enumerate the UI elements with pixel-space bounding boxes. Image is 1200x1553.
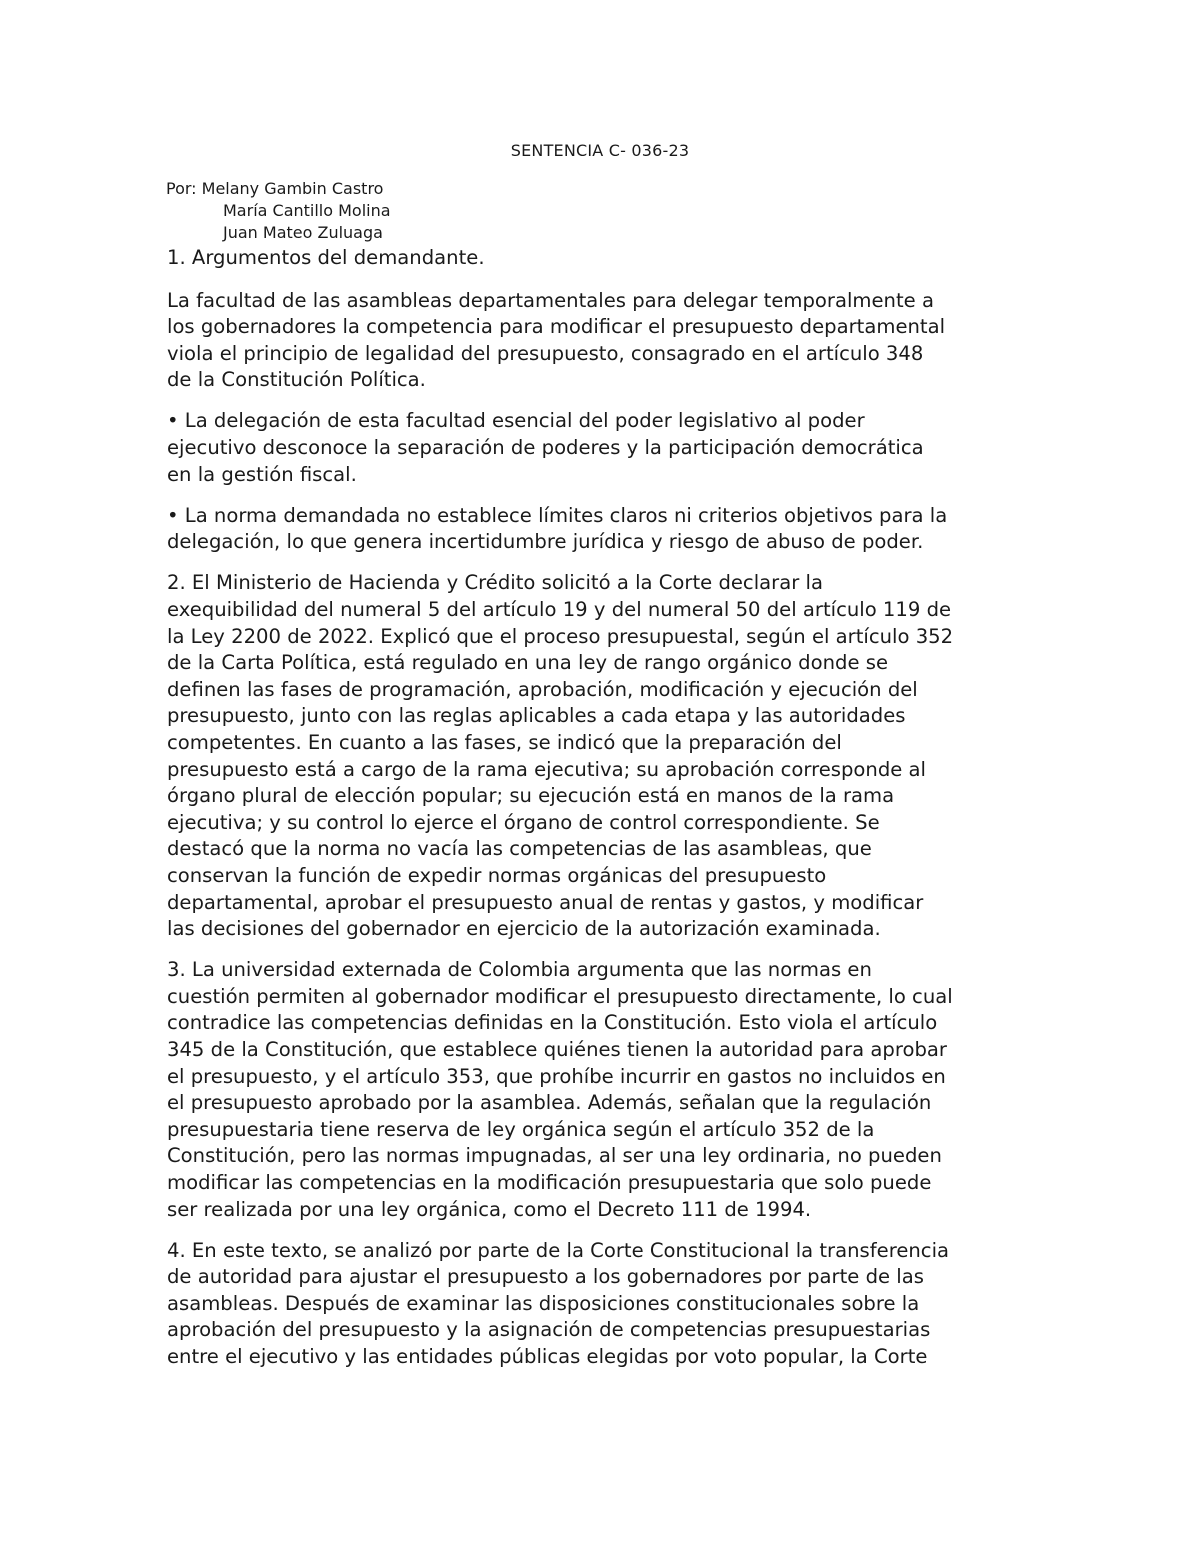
text-line: delegación, lo que genera incertidumbre jurídica y riesgo de abuso de poder. (167, 530, 924, 554)
text-line: aprobación del presupuesto y la asignación de competencias presupuestarias (167, 1318, 931, 1342)
text-line: en la gestión fiscal. (167, 462, 357, 486)
text-line: La facultad de las asambleas departamentales para delegar temporalmente a (167, 288, 934, 312)
text-line: ejecutiva; y su control lo ejerce el órgano de control correspondiente. Se (167, 810, 880, 834)
text-line: presupuestaria tiene reserva de ley orgánica según el artículo 352 de la (167, 1117, 875, 1141)
text-line: ejecutivo desconoce la separación de poderes y la participación democrática (167, 436, 924, 460)
text-line: departamental, aprobar el presupuesto anual de rentas y gastos, y modificar (167, 890, 924, 914)
text-line: 1. Argumentos del demandante. (167, 246, 485, 269)
text-line: cuestión permiten al gobernador modificar el presupuesto directamente, lo cual (167, 984, 953, 1008)
text-line: de la Constitución Política. (167, 368, 426, 392)
section-heading-arguments (167, 245, 1037, 272)
text-line: definen las fases de programación, aprobación, modificación y ejecución del (167, 677, 918, 701)
text-line: asambleas. Después de examinar las disposiciones constitucionales sobre la (167, 1291, 920, 1315)
text-line: 2. El Ministerio de Hacienda y Crédito solicitó a la Corte declarar la (167, 571, 823, 595)
text-line: de autoridad para ajustar el presupuesto a los gobernadores por parte de las (167, 1265, 924, 1289)
text-line: • La norma demandada no establece límites claros ni criterios objetivos para la (167, 503, 948, 527)
text-line: destacó que la norma no vacía las competencias de las asambleas, que (167, 837, 872, 861)
paragraph-ministry (167, 570, 1037, 942)
text-line: 4. En este texto, se analizó por parte de la Corte Constitucional la transferencia (167, 1238, 950, 1262)
paragraph-claim (167, 288, 1037, 394)
text-line: 345 de la Constitución, que establece quiénes tienen la autoridad para aprobar (167, 1038, 947, 1062)
text-line: viola el principio de legalidad del presupuesto, consagrado en el artículo 348 (167, 341, 924, 365)
text-line: • La delegación de esta facultad esencial del poder legislativo al poder (167, 409, 865, 433)
text-line: exequibilidad del numeral 5 del artículo 19 y del numeral 50 del artículo 119 de (167, 598, 952, 622)
bullet-separation-of-powers (167, 408, 1037, 488)
text-line: Constitución, pero las normas impugnadas, al ser una ley ordinaria, no pueden (167, 1144, 942, 1168)
author-line-1: Por: Melany Gambin Castro (166, 179, 384, 198)
text-line: ser realizada por una ley orgánica, como el Decreto 111 de 1994. (167, 1197, 812, 1221)
document-body (167, 245, 1037, 1385)
author-line-3: Juan Mateo Zuluaga (223, 223, 383, 242)
text-line: entre el ejecutivo y las entidades públicas elegidas por voto popular, la Corte (167, 1345, 928, 1369)
text-line: competentes. En cuanto a las fases, se indicó que la preparación del (167, 731, 842, 754)
authors-block (166, 178, 391, 244)
text-line: el presupuesto, y el artículo 353, que prohíbe incurrir en gastos no incluidos en (167, 1064, 946, 1088)
text-line: la Ley 2200 de 2022. Explicó que el proceso presupuestal, según el artículo 352 (167, 624, 954, 648)
document-title: SENTENCIA C- 036-23 (510, 141, 690, 160)
text-line: conservan la función de expedir normas orgánicas del presupuesto (167, 863, 827, 887)
text-line: modificar las competencias en la modificación presupuestaria que solo puede (167, 1171, 932, 1194)
text-line: presupuesto está a cargo de la rama ejecutiva; su aprobación corresponde al (167, 757, 926, 781)
text-line: de la Carta Política, está regulado en una ley de rango orgánico donde se (167, 651, 889, 675)
author-line-2: María Cantillo Molina (223, 201, 391, 220)
paragraph-court-analysis (167, 1238, 1037, 1371)
text-line: contradice las competencias definidas en la Constitución. Esto viola el artículo (167, 1011, 938, 1035)
text-line: los gobernadores la competencia para modificar el presupuesto departamental (167, 315, 946, 339)
text-line: 3. La universidad externada de Colombia argumenta que las normas en (167, 958, 872, 982)
paragraph-university (167, 957, 1037, 1223)
text-line: presupuesto, junto con las reglas aplicables a cada etapa y las autoridades (167, 704, 906, 728)
bullet-legal-uncertainty (167, 503, 1037, 556)
text-line: el presupuesto aprobado por la asamblea. Además, señalan que la regulación (167, 1091, 932, 1115)
text-line: las decisiones del gobernador en ejercicio de la autorización examinada. (167, 917, 881, 941)
text-line: órgano plural de elección popular; su ejecución está en manos de la rama (167, 784, 895, 808)
